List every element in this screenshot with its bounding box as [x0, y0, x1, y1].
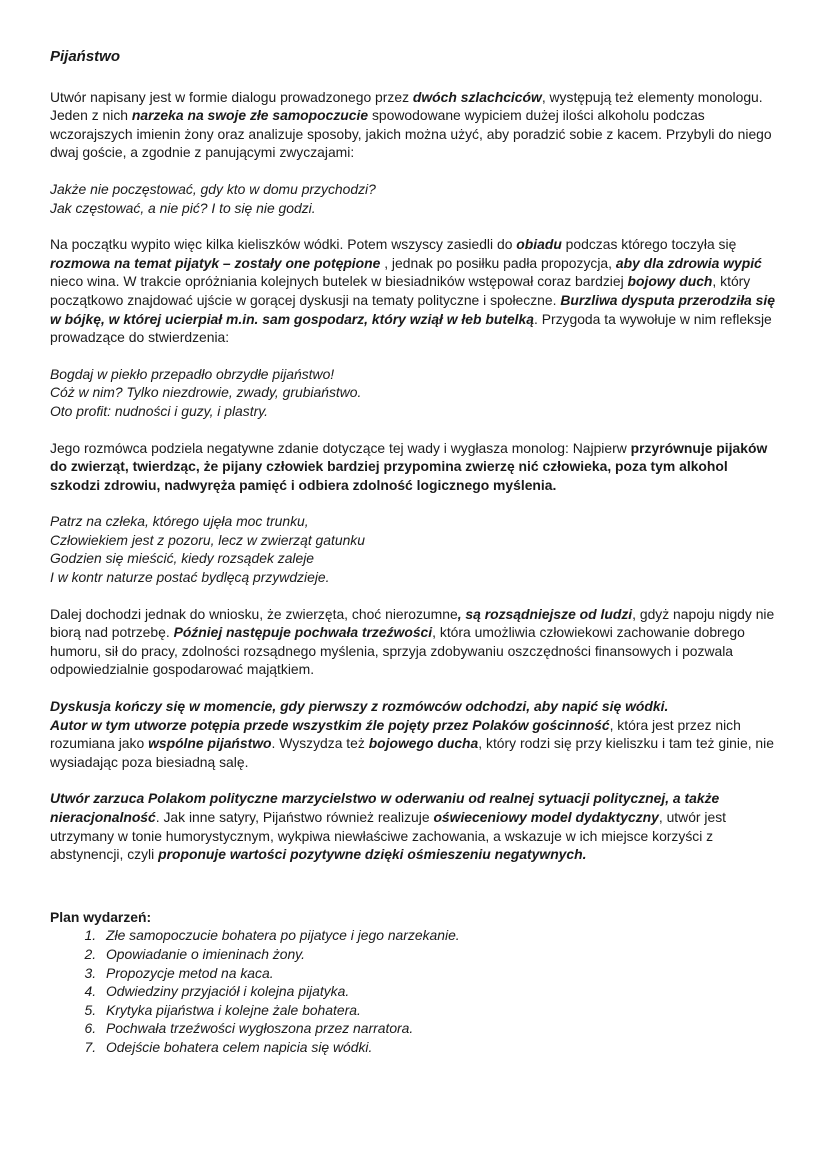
- quote-line: Jakże nie poczęstować, gdy kto w domu przychodzi?: [50, 180, 376, 197]
- body-text: podczas którego toczyła się: [561, 236, 737, 253]
- body-text: , występują też elementy monologu. Jeden z nich: [50, 88, 763, 124]
- plan-item: 5. Krytyka pijaństwa i kolejne żale bohatera.: [100, 1001, 780, 1020]
- body-text: , gdyż napoju nigdy nie biorą nad potrzebę.: [50, 605, 775, 641]
- plan-item: 2. Opowiadanie o imieninach żony.: [100, 945, 780, 964]
- body-text: , utwór jest utrzymany w tonie humorystycznym, wykpiwa niewłaściwe zachowania, a wskazuje w ich miejsce korzyści z abstynencji, czyli: [50, 809, 727, 863]
- quote-line: Jak częstować, a nie pić? I to się nie godzi.: [50, 199, 316, 216]
- emphasis-text: narzeka na swoje złe samopoczucie: [131, 107, 369, 124]
- quote-line: Patrz na człeka, którego ujęła moc trunku,: [50, 513, 309, 530]
- plan-heading: Plan wydarzeń:: [50, 908, 152, 925]
- emphasis-text: wspólne pijaństwo: [148, 735, 272, 752]
- body-text: , który rodzi się przy kieliszku i tam też ginie, nie wysiadając poza biesiadną salę.: [50, 735, 774, 770]
- plan-item: 4. Odwiedziny przyjaciół i kolejna pijatyka.: [100, 982, 780, 1001]
- plan-item: 1. Złe samopoczucie bohatera po pijatyce i jego narzekanie.: [100, 926, 780, 945]
- body-text: Dalej dochodzi jednak do wniosku, że zwierzęta, choć nierozumne: [50, 605, 458, 622]
- spacer: [50, 882, 780, 908]
- paragraph-satire-critique: [50, 789, 780, 863]
- emphasis-text: Dyskusja kończy się w momencie, gdy pierwszy z rozmówców odchodzi, aby napić się wódki.: [50, 698, 669, 715]
- emphasis-text: rozmowa na temat pijatyk – zostały one potępione: [50, 254, 381, 271]
- emphasis-text: Utwór zarzuca Polakom polityczne marzycielstwo w oderwaniu od realnej sytuacji politycznej, a także nieracjonalność: [50, 790, 720, 825]
- body-text: spowodowane wypiciem dużej ilości alkoholu podczas wczorajszych imienin żony oraz analizuje sposoby, jakich można użyć, aby poradzić sobie z kacem. Przybyli do niego dwaj goście, a zgodnie z panującymi zwyczajami:: [50, 107, 772, 161]
- quote-hospitality: [50, 180, 780, 217]
- paragraph-conclusion: [50, 697, 780, 771]
- quote-line: Cóż w nim? Tylko niezdrowie, zwady, grubiaństwo.: [50, 384, 362, 401]
- quote-man-beast: [50, 512, 780, 586]
- body-text: Na początku wypito więc kilka kieliszków wódki. Potem wszyscy zasiedli do: [50, 236, 517, 253]
- body-text: nieco wina. W trakcie opróżniania kolejnych butelek w biesiadników wstępował coraz bardziej: [50, 273, 628, 290]
- plan-item: 6. Pochwała trzeźwości wygłoszona przez narratora.: [100, 1019, 780, 1038]
- emphasis-text: obiadu: [516, 236, 562, 253]
- bold-text: przyrównuje pijaków do zwierząt, twierdząc, że pijany człowiek bardziej przypomina zwierzę nić człowieka, poza tym alkohol szkodzi zdrowiu, nadwyręża pamięć i odbiera zdolność logicznego myślenia.: [50, 439, 768, 493]
- quote-line: I w kontr naturze postać bydlęcą przywdzieje.: [50, 569, 330, 586]
- body-text: Utwór napisany jest w formie dialogu prowadzonego przez: [50, 88, 413, 105]
- quote-line: Bogdaj w piekło przepadło obrzydłe pijaństwo!: [50, 365, 335, 382]
- paragraph-intro: [50, 88, 780, 162]
- body-text: , jednak po posiłku padła propozycja,: [380, 254, 616, 271]
- emphasis-text: dwóch szlachciców: [412, 88, 542, 105]
- emphasis-text: aby dla zdrowia wypić: [615, 254, 762, 271]
- emphasis-text: oświeceniowy model dydaktyczny: [433, 809, 659, 825]
- document-title: Pijaństwo: [50, 48, 121, 65]
- paragraph-feast: [50, 235, 780, 347]
- plan-item: 3. Propozycje metod na kaca.: [100, 964, 780, 983]
- paragraph-sobriety: [50, 605, 780, 679]
- body-text: . Jak inne satyry, Pijaństwo również realizuje: [155, 809, 434, 825]
- emphasis-text: Później następuje pochwała trzeźwości: [173, 624, 433, 641]
- body-text: , który początkowo znajdować ujście w gorącej dyskusji na tematy polityczne i społeczne.: [50, 273, 751, 308]
- quote-line: Godzien się mieścić, kiedy rozsądek zaleje: [50, 550, 315, 567]
- body-text: Jego rozmówca podziela negatywne zdanie dotyczące tej wady i wygłasza monolog: Najpierw: [50, 439, 631, 456]
- body-text: , która jest przez nich rozumiana jako: [50, 716, 741, 752]
- paragraph-monologue: [50, 439, 780, 495]
- plan-item: 7. Odejście bohatera celem napicia się wódki.: [100, 1038, 780, 1057]
- emphasis-text: bojowego ducha: [368, 735, 479, 752]
- quote-line: Oto profit: nudności i guzy, i plastry.: [50, 402, 268, 419]
- emphasis-text: bojowy duch: [627, 273, 713, 290]
- plan-list: [50, 926, 780, 1056]
- body-text: . Wyszydza też: [271, 735, 369, 752]
- quote-curse-drunkenness: [50, 365, 780, 421]
- emphasis-text: Burzliwa dysputa przerodziła się w bójkę, w której ucierpiał m.in. sam gospodarz, który wziął w łeb butelką: [50, 291, 775, 327]
- document-page: [50, 48, 780, 1057]
- quote-line: Człowiekiem jest z pozoru, lecz w zwierząt gatunku: [50, 531, 365, 548]
- emphasis-text: proponuje wartości pozytywne dzięki ośmieszeniu negatywnych.: [158, 846, 587, 863]
- emphasis-text: Autor w tym utworze potępia przede wszystkim źle pojęty przez Polaków gościnność: [50, 716, 610, 733]
- emphasis-text: , są rozsądniejsze od ludzi: [457, 605, 633, 622]
- body-text: . Przygoda ta wywołuje w nim refleksje prowadzące do stwierdzenia:: [50, 310, 772, 346]
- body-text: , która umożliwia człowiekowi zachowanie dobrego humoru, sił do pracy, zdolności rozsądnego myślenia, sprzyja zdobywaniu oszczędności finansowych i pozwala odpowiedzialnie gospodarować majątkiem.: [50, 624, 745, 678]
